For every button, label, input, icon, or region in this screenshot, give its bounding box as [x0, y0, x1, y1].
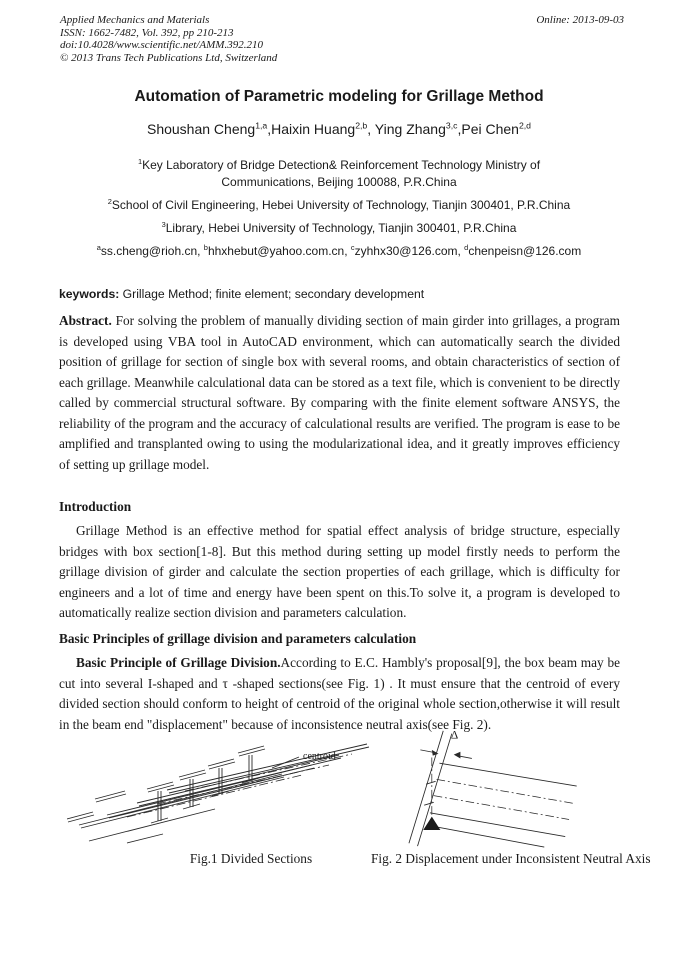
- journal-name: Applied Mechanics and Materials: [60, 14, 210, 26]
- keywords-line: [59, 287, 620, 301]
- figures-row: [59, 727, 620, 849]
- email: $^a$ss.cheng@rioh.cn,: [96, 243, 204, 258]
- email: $^c$zyhhx30@126.com,: [350, 243, 465, 258]
- abstract-label: Abstract.: [59, 313, 112, 328]
- author: Ying Zhang$^{3,c}$,: [374, 120, 462, 137]
- subsection-label: Basic Principle of Grillage Division.: [76, 655, 281, 670]
- fig1-caption: Fig.1 Divided Sections: [189, 851, 313, 866]
- author-line: [0, 121, 678, 137]
- keywords-label: keywords:: [59, 287, 120, 301]
- affiliation-3: $^3$Library, Hebei University of Technology, Tianjin 300401, P.R.China: [161, 220, 517, 235]
- centroid-label: centroid: [303, 751, 336, 762]
- affiliation-1: $^1$Key Laboratory of Bridge Detection& Reinforcement Technology Ministry of Communications, Beijing 100088, P.R.China: [137, 157, 541, 189]
- doi-line: doi:10.4028/www.scientific.net/AMM.392.210: [60, 39, 263, 51]
- author-emails: [0, 243, 678, 260]
- author: Pei Chen$^{2,d}$: [461, 120, 532, 137]
- section-heading-introduction: Introduction: [59, 499, 132, 514]
- fig2-displacement-drawing: [389, 727, 589, 849]
- journal-header: [60, 14, 624, 64]
- paper-title: Automation of Parametric modeling for Grillage Method: [134, 88, 544, 105]
- affiliations-block: [0, 157, 678, 260]
- issn-line: ISSN: 1662-7482, Vol. 392, pp 210-213: [60, 26, 234, 39]
- keywords-text: Grillage Method; finite element; secondary development: [119, 287, 425, 301]
- basic-principle-paragraph: Basic Principle of Grillage Division.According to E.C. Hambly's proposal[9], the box beam may be cut into several I-shaped and τ -shaped sections(see Fig. 1) . It must ensure that the centroid of every divided section should conform to height of centroid of the original whole section,otherwise it will result in the beam end "displacement" because of inconsistence neutral axis(see Fig. 2).: [59, 655, 621, 732]
- section-heading-basic-principles: Basic Principles of grillage division and parameters calculation: [59, 631, 417, 646]
- author: Haixin Huang$^{2,b}$,: [271, 120, 375, 137]
- email: $^b$hhxhebut@yahoo.com.cn,: [203, 243, 351, 258]
- fig2-caption: Fig. 2 Displacement under Inconsistent Neutral Axis: [371, 851, 651, 866]
- delta-displacement-symbol: Δ: [450, 729, 459, 742]
- author: Shoushan Cheng$^{1,a}$,: [146, 120, 272, 137]
- email: $^d$chenpeisn@126.com: [464, 243, 582, 258]
- online-date: Online: 2013-09-03: [536, 14, 624, 26]
- copyright-line: © 2013 Trans Tech Publications Ltd, Switzerland: [60, 51, 278, 64]
- introduction-paragraph: Grillage Method is an effective method for spatial effect analysis of bridge structure, especially bridges with box section[1-8]. But this method during setting up model firstly needs to perform the grillage division of girder and calculate the section properties of each grillage, which is difficulty for engineers and a lot of time and energy have been spent on this.To solve it, a program is developed to automatically realize section division and parameters calculation.: [59, 523, 620, 620]
- fig1-divided-sections-drawing: [67, 741, 379, 845]
- affiliation-2: $^2$School of Civil Engineering, Hebei University of Technology, Tianjin 300401, P.R.China: [107, 197, 571, 212]
- abstract-paragraph: Abstract. For solving the problem of manually dividing section of main girder into grillages, a program is developed using VBA tool in AutoCAD environment, which can automatically search the divided position of grillage for section of single box with several rooms, and obtain characteristics of section of each grillage. Meanwhile calculational data can be stored as a text file, which is convenient to be directly called by commercial structural software. By comparing with the finite element software ANSYS, the reliability of the program and the accuracy of calculational results are verified. The program is ease to be amplified and transplanted owing to using the modularizational idea, and it greatly improves efficiency of setting up grillage model.: [59, 313, 620, 472]
